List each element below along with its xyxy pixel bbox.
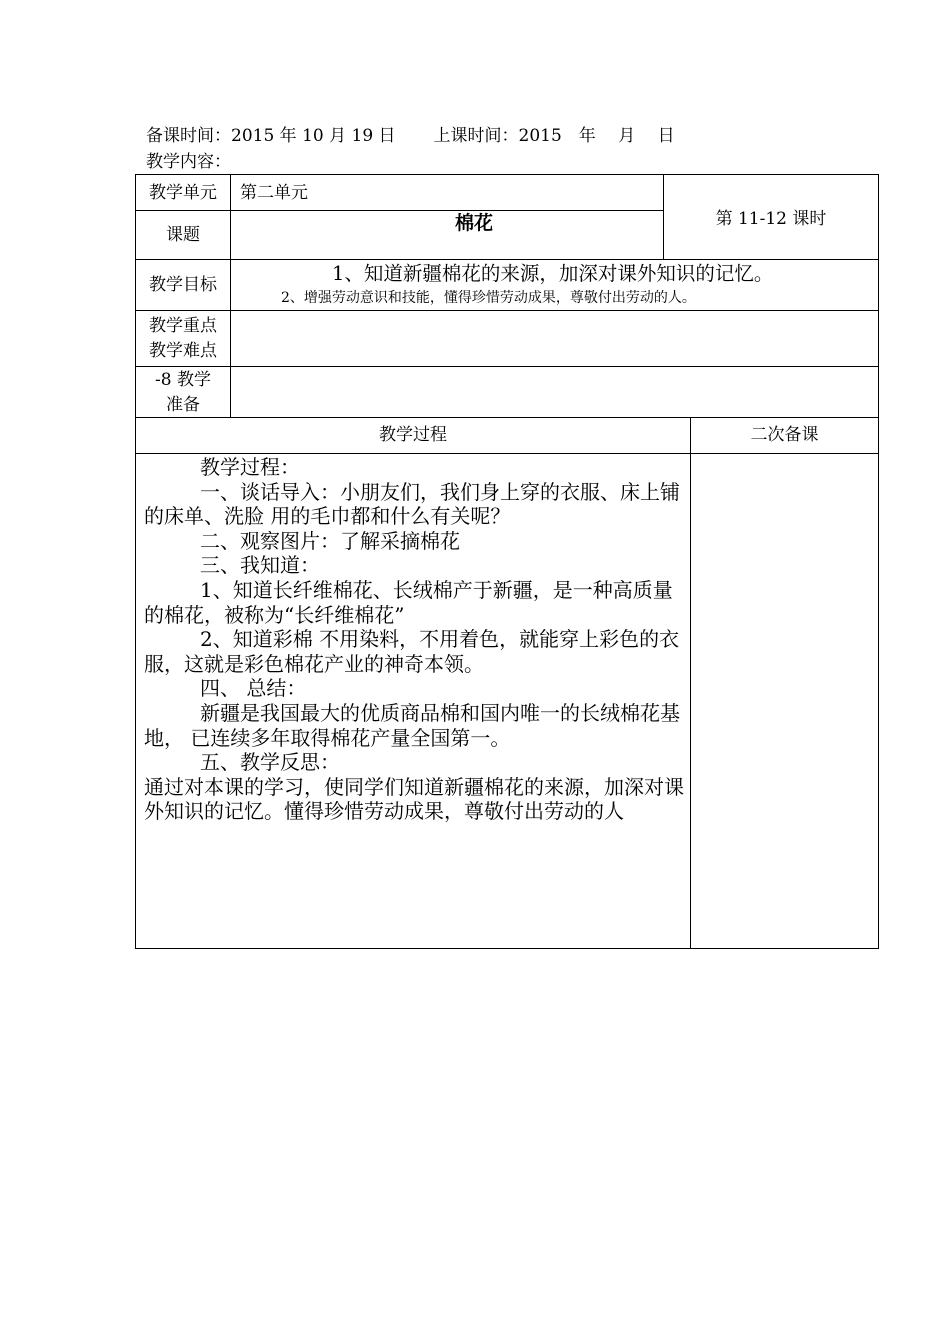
process-paragraph: 新疆是我国最大的优质商品棉和国内唯一的长绒棉花基地， 已连续多年取得棉花产量全国第一。: [144, 700, 680, 750]
unit-label: 教学单元: [149, 183, 217, 203]
process-paragraph: 2、知道彩棉 不用染料，不用着色，就能穿上彩色的衣服，这就是彩色棉花产业的神奇本领。: [144, 627, 680, 676]
process-paragraph: 1、知道长纤维棉花、长绒棉产于新疆，是一种高质量的棉花，被称为“长纤维棉花”: [144, 577, 673, 627]
prep-time-label: 备课时间：: [146, 126, 231, 146]
process-paragraph: 三、我知道：: [200, 553, 320, 578]
reflection-paragraph: 通过对本课的学习，使同学们知道新疆棉花的来源，加深对课外知识的记忆。懂得珍惜劳动成果，尊敬付出劳动的人: [144, 774, 684, 824]
prep-time-value: 2015 年 10 月 19 日: [231, 126, 396, 146]
prep-label-line-1: -8 教学: [155, 370, 211, 390]
topic-title: 棉花: [454, 212, 493, 234]
process-header: 教学过程: [379, 425, 447, 445]
process-paragraph: 五、教学反思：: [200, 750, 340, 775]
prep-label-line-2: 准备: [166, 395, 200, 415]
key-value-cell: [230, 310, 879, 367]
process-paragraph: 一、谈话导入：小朋友们，我们身上穿的衣服、床上铺的床单、洗脸 用的毛巾都和什么有关呢？: [144, 479, 680, 529]
key-point-label: 教学重点: [149, 316, 217, 336]
topic-label: 课题: [166, 225, 200, 245]
goal-item-1: 1、知道新疆棉花的来源，加深对课外知识的记忆。: [332, 262, 774, 285]
prep-value-cell: [230, 366, 879, 418]
process-paragraph: 四、 总结：: [200, 676, 307, 701]
unit-value: 第二单元: [240, 183, 308, 203]
period-label: 第 11-12 课时: [715, 209, 827, 229]
process-heading: 教学过程：: [200, 455, 300, 479]
goal-item-2: 2、增强劳动意识和技能，懂得珍惜劳动成果，尊敬付出劳动的人。: [281, 290, 696, 306]
process-paragraph: 二、观察图片：了解采摘棉花: [200, 528, 460, 553]
teaching-process: [144, 455, 684, 824]
class-time-label: 上课时间：: [433, 126, 519, 146]
second-prep-body-cell: [690, 453, 879, 949]
difficulty-label: 教学难点: [149, 341, 217, 361]
lesson-time-line: [146, 126, 675, 146]
class-time-value: 2015 年 月 日: [518, 126, 675, 146]
second-prep-header: 二次备课: [750, 425, 819, 445]
goal-label: 教学目标: [149, 275, 217, 295]
content-label: 教学内容：: [146, 152, 231, 172]
